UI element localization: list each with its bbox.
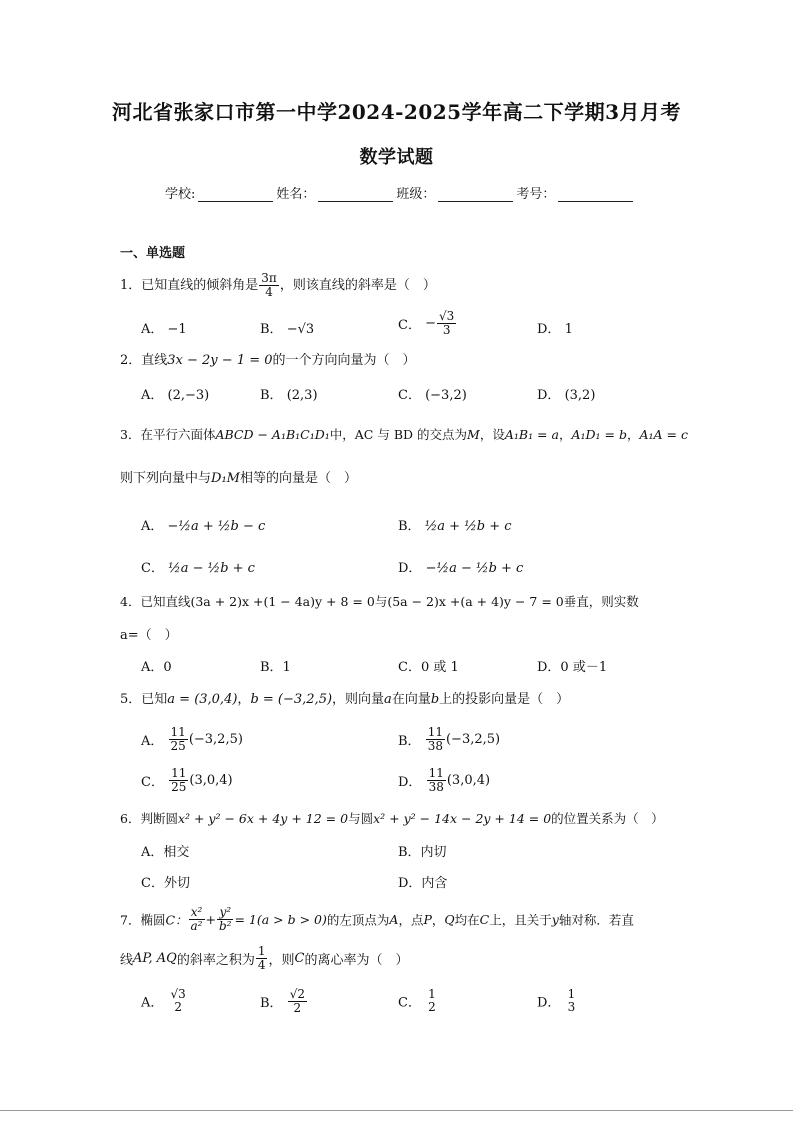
q2-option-c[interactable]: C． (−3,2) — [398, 388, 467, 403]
q1-option-a[interactable]: A． −1 — [141, 322, 187, 337]
page-bottom-divider — [0, 1110, 793, 1111]
name-blank[interactable] — [318, 187, 393, 202]
q3-option-c[interactable]: C． ½a − ½b + c — [141, 561, 255, 576]
q5-option-a[interactable]: A． $\frac{11}{25}$ (−3,2,5) — [141, 725, 243, 753]
q6-circle-2: x² + y² − 14x − 2y + 14 = 0 — [373, 811, 552, 826]
name-label: 姓名： — [276, 187, 316, 202]
q2-option-d[interactable]: D． (3,2) — [537, 388, 596, 403]
q3-option-b[interactable]: B． ½a + ½b + c — [398, 519, 512, 534]
q5-option-b[interactable]: B． $\frac{11}{38}$ (−3,2,5) — [398, 725, 501, 753]
school-blank[interactable] — [198, 187, 273, 202]
question-6-stem: 6．判断圆x² + y² − 6x + 4y + 12 = 0与圆x² + y² − 14x − 2y + 14 = 0的位置关系为（ ） — [120, 811, 664, 826]
q1-fraction: $\frac{3\pi}{4}$ — [261, 271, 277, 299]
question-7-stem-line2: 线AP, AQ的斜率之积为 $\frac{1}{4}$ ，则C的离心率为（ ） — [120, 944, 409, 972]
q1-text: 1．已知直线的倾斜角是 — [120, 278, 259, 293]
q5-vector-a: a = (3,0,4) — [167, 692, 238, 707]
q3-option-a[interactable]: A． −½a + ½b − c — [141, 519, 266, 534]
q4-option-b[interactable]: B．1 — [260, 660, 291, 675]
q3-vector-a: A₁B₁ = a — [504, 427, 559, 442]
class-blank[interactable] — [438, 187, 513, 202]
number-label: 考号： — [516, 187, 556, 202]
q3-option-d[interactable]: D． −½a − ½b + c — [398, 561, 524, 576]
question-3-stem-line1: 3．在平行六面体ABCD − A₁B₁C₁D₁中，AC 与 BD 的交点为M，设A₁B₁ = a，A₁D₁ = b，A₁A = c — [120, 427, 688, 442]
question-7-stem-line1: 7．椭圆C： $\frac{\text{x²}}{\text{a²}}$ + $\frac{\text{y²}}{\text{b²}}$ = 1(a > b > 0)的左顶点为A，点P，Q均在C上，且关于y轴对称．若直 — [120, 905, 634, 933]
q5-option-d[interactable]: D． $\frac{11}{38}$ (3,0,4) — [398, 766, 491, 794]
q6-circle-1: x² + y² − 6x + 4y + 12 = 0 — [177, 811, 349, 826]
school-label: 学校: — [165, 187, 196, 202]
q5-vector-b: b = (−3,2,5) — [250, 692, 333, 707]
question-2-stem: 2．直线3x − 2y − 1 = 0的一个方向向量为（ ） — [120, 353, 416, 368]
page-title: 河北省张家口市第一中学2024-2025学年高二下学期3月月考 — [111, 100, 682, 124]
q1-option-c[interactable]: C． − $\frac{√3}{3}$ — [398, 309, 455, 337]
q2-option-b[interactable]: B． (2,3) — [260, 388, 318, 403]
student-info-row — [165, 183, 636, 202]
class-label: 班级： — [396, 187, 436, 202]
question-4-stem-line2: a=（ ） — [120, 628, 178, 643]
q6-option-d[interactable]: D．内含 — [398, 876, 448, 891]
q1-option-d[interactable]: D． 1 — [537, 322, 573, 337]
q1-option-b[interactable]: B． −√3 — [260, 322, 315, 337]
q7-option-a[interactable]: A． √3 2 — [141, 987, 186, 1014]
q3-vector-c: A₁A = c — [639, 427, 688, 442]
q4-option-a[interactable]: A．0 — [141, 660, 172, 675]
question-4-stem-line1: 4．已知直线(3a + 2)x +(1 − 4a)y + 8 = 0与(5a − 2)x +(a + 4)y − 7 = 0垂直，则实数 — [120, 594, 639, 609]
q5-option-c[interactable]: C． $\frac{11}{25}$ (3,0,4) — [141, 766, 233, 794]
q1-text-b: ，则该直线的斜率是（ ） — [279, 278, 436, 293]
q6-option-b[interactable]: B．内切 — [398, 845, 447, 860]
q4-option-c[interactable]: C．0 或 1 — [398, 660, 459, 675]
q4-option-d[interactable]: D．0 或－1 — [537, 660, 608, 675]
question-1-stem — [120, 272, 436, 299]
page-subtitle: 数学试题 — [359, 147, 434, 168]
q7-option-d[interactable]: D． 1 3 — [537, 987, 576, 1014]
q3-vector-b: A₁D₁ = b — [571, 427, 627, 442]
question-3-stem-line2: 则下列向量中与D₁M相等的向量是（ ） — [120, 471, 357, 486]
q3-solid: ABCD − A₁B₁C₁D₁ — [215, 427, 330, 442]
q6-option-c[interactable]: C．外切 — [141, 876, 190, 891]
section-heading: 一、单选题 — [120, 246, 186, 261]
q7-option-c[interactable]: C． 1 2 — [398, 987, 436, 1014]
q3-vector-d1m: D₁M — [211, 471, 240, 486]
q2-equation: 3x − 2y − 1 = 0 — [167, 353, 273, 368]
q6-option-a[interactable]: A．相交 — [141, 845, 190, 860]
number-blank[interactable] — [558, 187, 633, 202]
q2-option-a[interactable]: A． (2,−3) — [141, 388, 210, 403]
question-5-stem: 5．已知a = (3,0,4)，b = (−3,2,5)，则向量a在向量b上的投影向量是（ ） — [120, 692, 570, 707]
q7-option-b[interactable]: B． $\frac{√2}{2}$ — [260, 987, 305, 1015]
